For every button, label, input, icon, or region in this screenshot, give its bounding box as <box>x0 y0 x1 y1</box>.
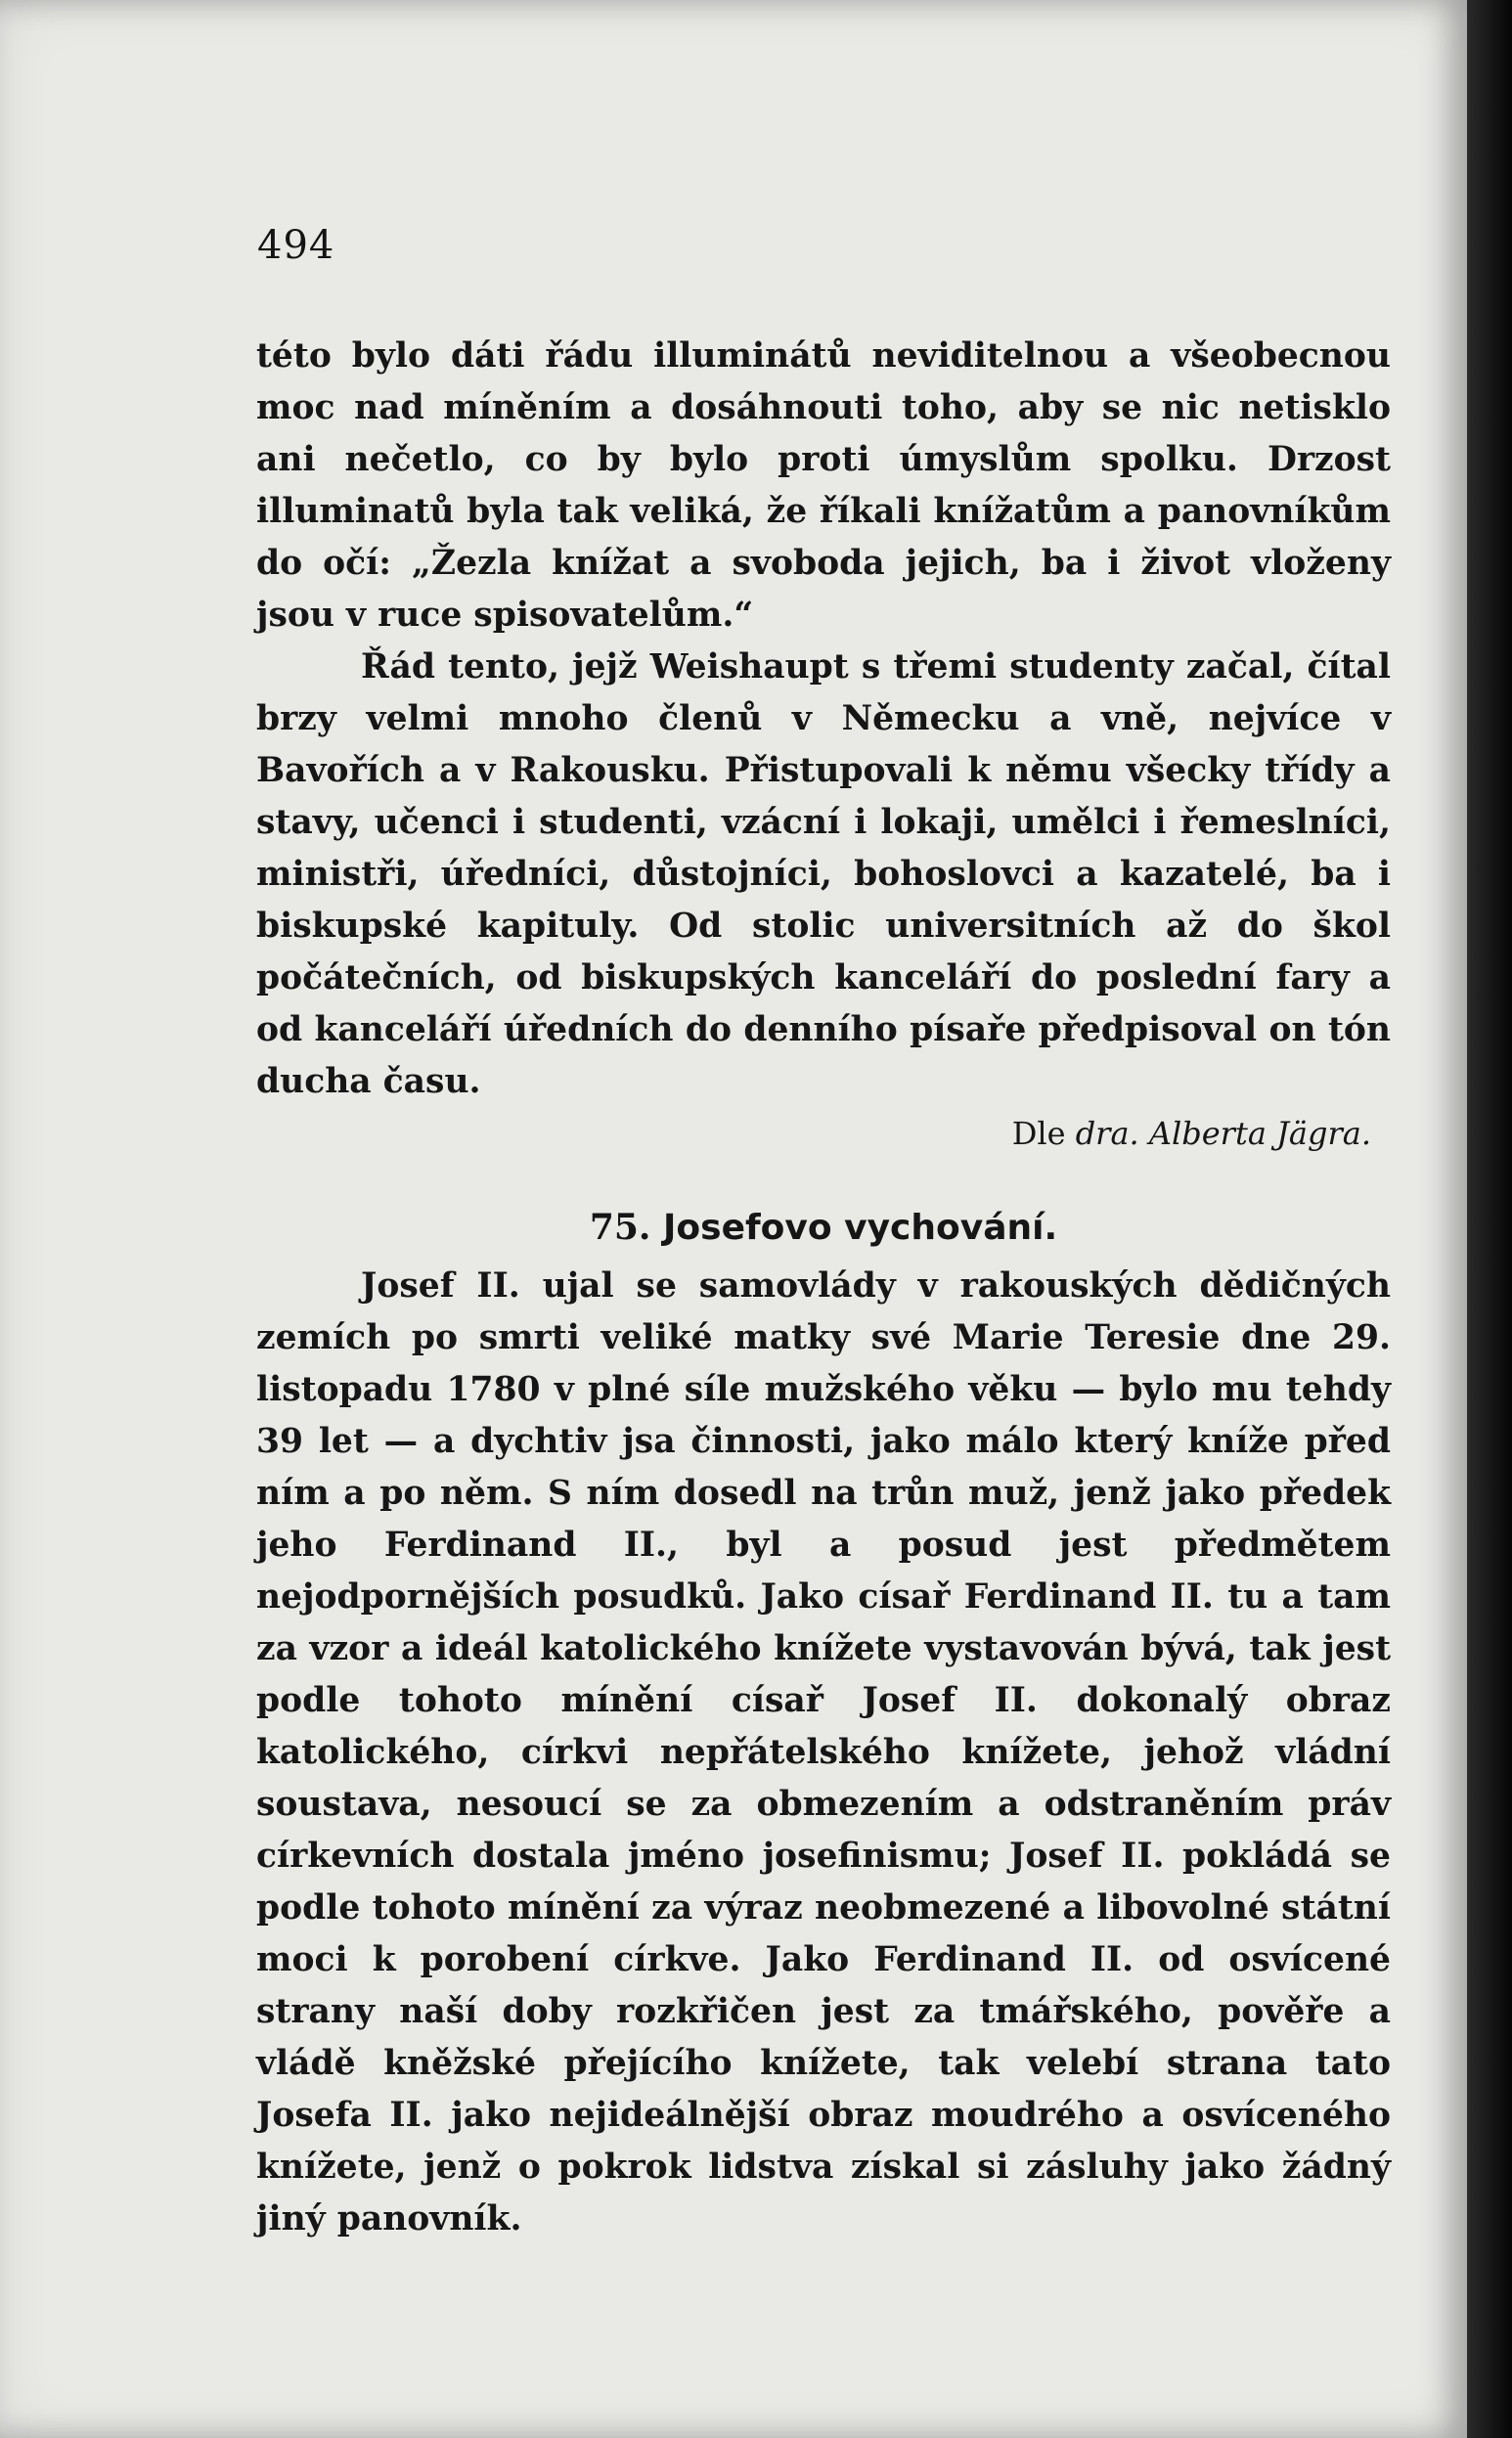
paragraph: této bylo dáti řádu illuminátů neviditelnou a všeobecnou moc nad míněním a dosáhnouti toho, aby se nic netisklo ani nečetlo, co by bylo proti úmyslům spolku. Drzost illuminatů byla tak veliká, že říkali knížatům a panovníkům do očí: „Žezla knížat a svoboda jejich, ba i život vloženy jsou v ruce spisovatelům.“ <box>256 336 1391 635</box>
paragraph: Josef II. ujal se samovlády v rakouských dědičných zemích po smrti veliké matky své Marie Teresie dne 29. listopadu 1780 v plné síle mužského věku — bylo mu tehdy 39 let — a dychtiv jsa činnosti, jako málo který kníže před ním a po něm. S ním dosedl na trůn muž, jenž jako předek jeho Ferdinand II., byl a posud jest předmětem nejodpornějších posudků. Jako císař Ferdinand II. tu a tam za vzor a ideál katolického knížete vystavován bývá, tak jest podle tohoto mínění císař Josef II. dokonalý obraz katolického, církvi nepřátelského knížete, jehož vládní soustava, nesoucí se za obmezením a odstraněním práv církevních dostala jméno josefinismu; Josef II. pokládá se podle tohoto mínění za výraz neobmezené a libovolné státní moci k porobení církve. Jako Ferdinand II. od osvícené strany naší doby rozkřičen jest za tmářského, pověře a vládě kněžské přejícího knížete, tak velebí strana tato Josefa II. jako nejideálnější obraz moudrého a osvíceného knížete, jenž o pokrok lidstva získal si zásluhy jako žádný jiný panovník. <box>256 1266 1391 2239</box>
body-text <box>256 331 1391 2245</box>
section-number: 75. <box>589 1207 651 1248</box>
page-number: 494 <box>257 223 335 268</box>
source-author: dra. Alberta Jägra. <box>1075 1115 1371 1152</box>
source-attribution <box>256 1108 1391 1160</box>
scan-edge <box>1467 0 1512 2438</box>
section-title: Josefovo vychování. <box>663 1208 1058 1248</box>
source-prefix: Dle <box>1011 1115 1066 1152</box>
paragraph: Řád tento, jejž Weishaupt s třemi studenty začal, čítal brzy velmi mnoho členů v Německu a vně, nejvíce v Bavořích a v Rakousku. Přistupovali k němu všecky třídy a stavy, učenci i studenti, vzácní i lokaji, umělci i řemeslníci, ministři, úředníci, důstojníci, bohoslovci a kazatelé, ba i biskupské kapituly. Od stolic universitních až do škol počátečních, od biskupských kanceláří do poslední fary a od kanceláří úředních do denního písaře předpisoval on tón ducha času. <box>256 647 1391 1101</box>
section-heading <box>256 1203 1391 1253</box>
